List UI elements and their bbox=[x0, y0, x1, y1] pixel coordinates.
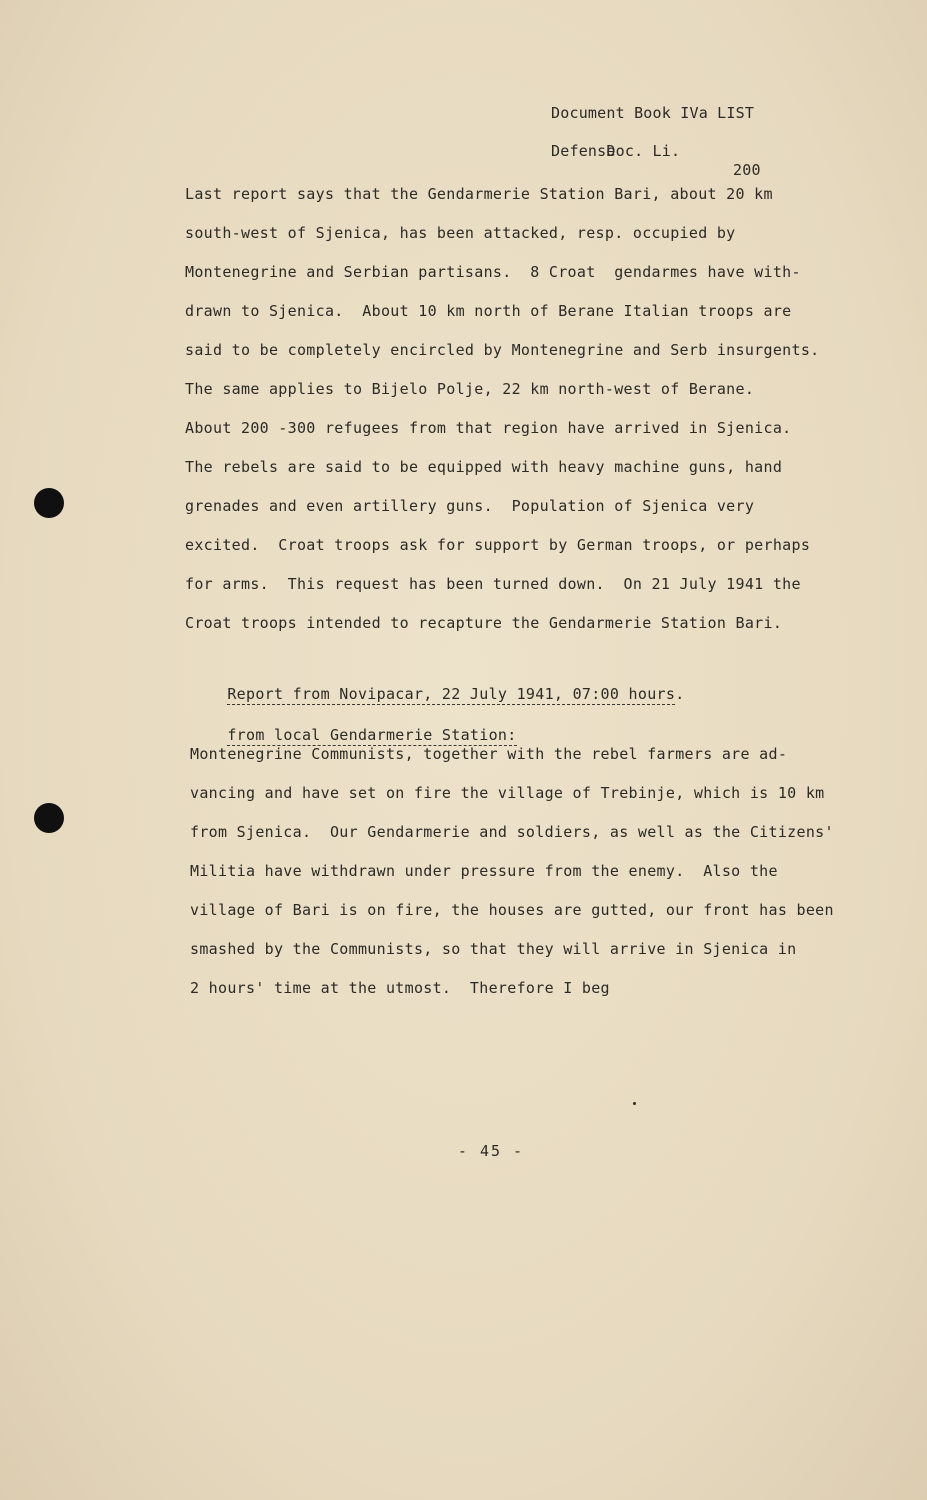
text-line: drawn to Sjenica. About 10 km north of Berane Italian troops are bbox=[185, 302, 792, 320]
text-line: vancing and have set on fire the village of Trebinje, which is 10 km bbox=[190, 784, 825, 802]
header-document-book: Document Book IVa LIST bbox=[551, 104, 755, 122]
text-line: grenades and even artillery guns. Population of Sjenica very bbox=[185, 497, 755, 515]
report-heading-period: . bbox=[675, 685, 685, 703]
text-line: from Sjenica. Our Gendarmerie and soldiers, as well as the Citizens' bbox=[190, 823, 834, 841]
paragraph-last-report bbox=[185, 181, 875, 649]
header-doc-number: 200 bbox=[733, 161, 761, 179]
report-heading-text: Report from Novipacar, 22 July 1941, 07:00 hours bbox=[227, 685, 676, 703]
text-line: The same applies to Bijelo Polje, 22 km north-west of Berane. bbox=[185, 380, 755, 398]
text-line: said to be completely encircled by Montenegrine and Serb insurgents. bbox=[185, 341, 820, 359]
text-line: Montenegrine and Serbian partisans. 8 Croat gendarmes have with- bbox=[185, 263, 801, 281]
text-line: Croat troops intended to recapture the Gendarmerie Station Bari. bbox=[185, 614, 783, 632]
text-line: Last report says that the Gendarmerie Station Bari, about 20 km bbox=[185, 185, 773, 203]
text-line: About 200 -300 refugees from that region have arrived in Sjenica. bbox=[185, 419, 792, 437]
punch-hole-lower bbox=[34, 803, 64, 833]
header-doc-label: Doc. Li. bbox=[606, 142, 681, 160]
source-heading-text: from local Gendarmerie Station: bbox=[227, 726, 517, 744]
punch-hole-upper bbox=[34, 488, 64, 518]
text-line: The rebels are said to be equipped with heavy machine guns, hand bbox=[185, 458, 783, 476]
ink-speck bbox=[633, 1102, 636, 1105]
text-line: Militia have withdrawn under pressure from the enemy. Also the bbox=[190, 862, 778, 880]
text-line: 2 hours' time at the utmost. Therefore I beg bbox=[190, 979, 610, 997]
text-line: Montenegrine Communists, together with the rebel farmers are ad- bbox=[190, 745, 788, 763]
text-line: excited. Croat troops ask for support by German troops, or perhaps bbox=[185, 536, 811, 554]
page-number: - 45 - bbox=[457, 1142, 525, 1160]
text-line: village of Bari is on fire, the houses are gutted, our front has been bbox=[190, 901, 834, 919]
text-line: smashed by the Communists, so that they will arrive in Sjenica in bbox=[190, 940, 797, 958]
text-line: south-west of Sjenica, has been attacked, resp. occupied by bbox=[185, 224, 736, 242]
header-defense: Defense bbox=[551, 142, 616, 160]
document-header bbox=[551, 104, 761, 179]
text-line: for arms. This request has been turned down. On 21 July 1941 the bbox=[185, 575, 801, 593]
paragraph-gendarmerie-report bbox=[190, 741, 880, 1014]
